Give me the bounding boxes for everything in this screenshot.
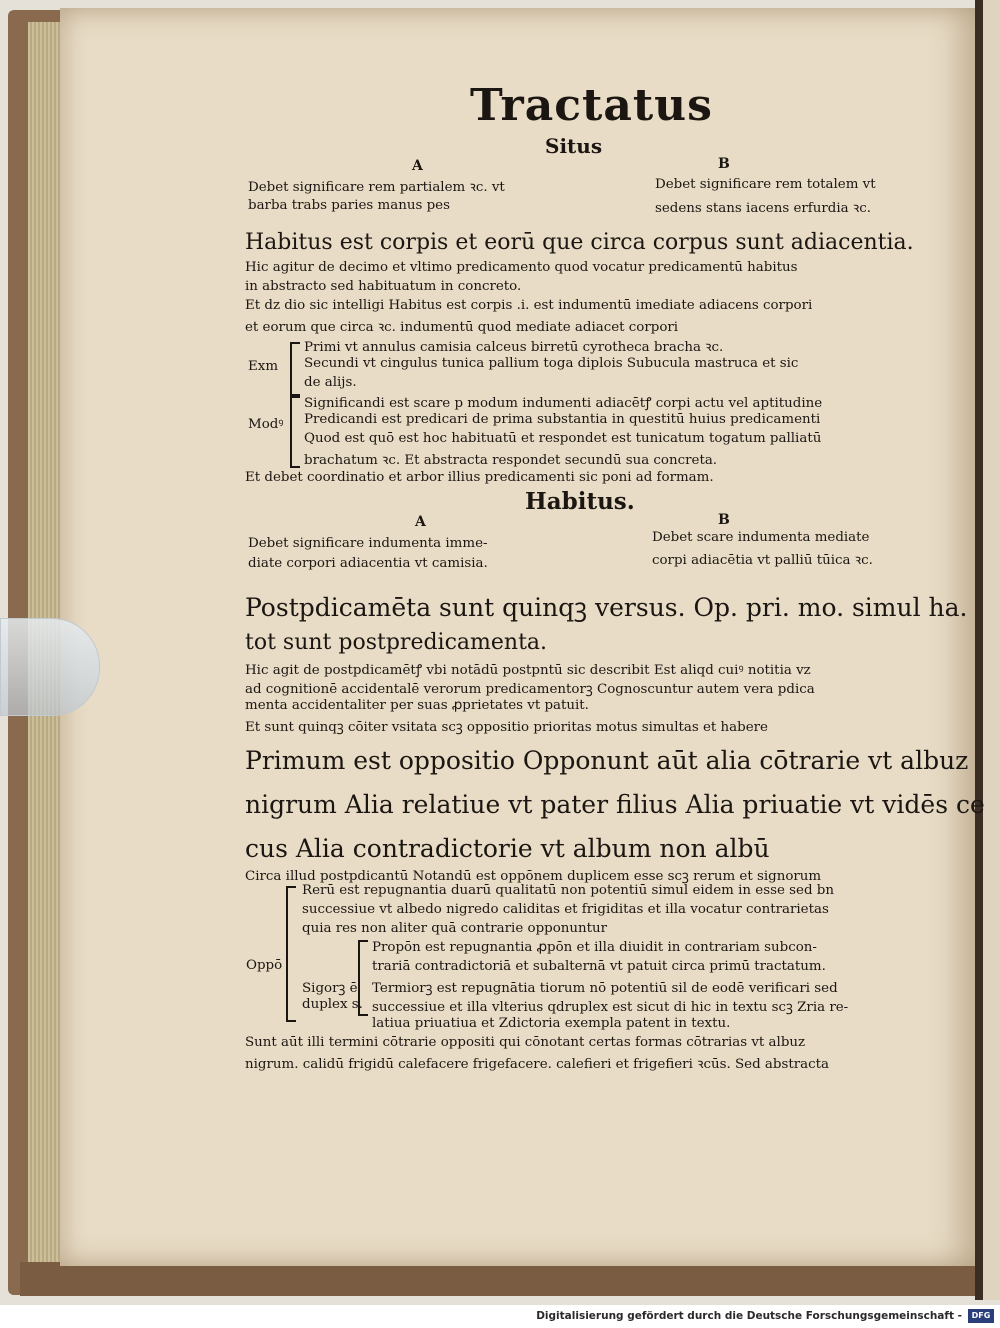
duplex-label: duplex s. bbox=[302, 997, 363, 1012]
situs-col-b-line: sedens stans iacens erfurdia ꝛc. bbox=[655, 201, 871, 216]
situs-col-a-line: barba trabs paries manus pes bbox=[248, 198, 450, 213]
text-line: Hic agit de postpdicamētꝭ vbi notādū postpntū sic describit Est aliqd cuiꝰ notitia vz bbox=[245, 663, 811, 678]
habitus-col-b-line: corpi adiacētia vt palliū tūica ꝛc. bbox=[652, 553, 873, 568]
exemplum-label: Exm bbox=[248, 359, 279, 374]
oppositio-label: Oppō bbox=[246, 958, 283, 973]
primum-line: Primum est oppositio Opponunt aūt alia cōtrarie vt albuz bbox=[245, 746, 969, 775]
text-line: Sunt aūt illi termini cōtrarie oppositi qui cōnotant certas formas cōtrarias vt albuz bbox=[245, 1035, 806, 1050]
funding-credit: Digitalisierung gefördert durch die Deutsche Forschungsgemeinschaft - bbox=[536, 1310, 962, 1322]
text-line: Hic agitur de decimo et vltimo predicamento quod vocatur predicamentū habitus bbox=[245, 260, 798, 275]
text-line: Secundi vt cingulus tunica pallium toga diplois Subucula mastruca et sic bbox=[304, 356, 799, 371]
bracket bbox=[286, 886, 296, 1022]
primum-line: nigrum Alia relatiue vt pater filius Alia priuatie vt vidēs ce bbox=[245, 790, 985, 819]
postpraedicamenta-heading: tot sunt postpredicamenta. bbox=[245, 630, 548, 655]
text-line: Et debet coordinatio et arbor illius predicamenti sic poni ad formam. bbox=[245, 470, 714, 485]
text-line: nigrum. calidū frigidū calefacere frigefacere. calefieri et frigefieri ꝛcūs. Sed abstracta bbox=[245, 1057, 829, 1072]
signorum-label: Sigorꝫ ē bbox=[302, 981, 358, 996]
text-line: Et dz dio sic intelligi Habitus est corpis .i. est indumentū imediate adiacens corpori bbox=[245, 298, 813, 313]
dfg-logo: DFG bbox=[968, 1309, 994, 1323]
text-line: quia res non aliter quā contrarie opponuntur bbox=[302, 921, 608, 936]
text-line: et eorum que circa ꝛc. indumentū quod mediate adiacet corpori bbox=[245, 320, 679, 335]
text-line: brachatum ꝛc. Et abstracta respondet secundū sua concreta. bbox=[304, 453, 718, 468]
text-line: Quod est quō est hoc habituatū et respondet est tunicatum togatum palliatū bbox=[304, 431, 822, 446]
habitus-col-b-marker: B bbox=[718, 512, 730, 528]
habitus-col-b-line: Debet scare indumenta mediate bbox=[652, 530, 870, 545]
habitus-col-a-line: diate corpori adiacentia vt camisia. bbox=[248, 556, 488, 571]
primum-line: cus Alia contradictorie vt album non albū bbox=[245, 834, 770, 863]
text-line: Circa illud postpdicantū Notandū est oppōnem duplicem esse scꝫ rerum et signorum bbox=[245, 869, 822, 884]
book-cover-bottom bbox=[20, 1262, 995, 1296]
footer-bar bbox=[0, 1305, 1000, 1328]
situs-col-a-line: Debet significare rem partialem ꝛc. vt bbox=[248, 180, 505, 195]
habitus-heading: Habitus est corpis et eorū que circa corpus sunt adiacentia. bbox=[245, 230, 914, 255]
text-line: successiue vt albedo nigredo caliditas et frigiditas et illa vocatur contrarietas bbox=[302, 902, 829, 917]
text-line: de alijs. bbox=[304, 375, 357, 390]
text-line: Significandi est scare p modum indumenti adiacētꝭ corpi actu vel aptitudine bbox=[304, 396, 823, 411]
text-line: Primi vt annulus camisia calceus birretū cyrotheca bracha ꝛc. bbox=[304, 340, 724, 355]
situs-col-b-line: Debet significare rem totalem vt bbox=[655, 177, 876, 192]
text-line: Rerū est repugnantia duarū qualitatū non potentiū simul eidem in esse sed bn bbox=[302, 883, 834, 898]
habitus-col-a-marker: A bbox=[415, 514, 426, 530]
situs-col-a-marker: A bbox=[412, 158, 423, 174]
facing-page-edge bbox=[975, 0, 1000, 1300]
modus-label: Modꝰ bbox=[248, 417, 284, 432]
bracket bbox=[290, 342, 300, 396]
text-line: latiua priuatiua et Zdictoria exempla patent in textu. bbox=[372, 1016, 731, 1031]
page-title: Tractatus bbox=[470, 80, 713, 131]
text-line: successiue et illa vlterius qdruplex est sicut di hic in textu scꝫ Zria re- bbox=[372, 1000, 849, 1015]
situs-col-b-marker: B bbox=[718, 156, 730, 172]
glass-page-clip bbox=[0, 618, 100, 716]
habitus-tree-heading: Habitus. bbox=[525, 488, 635, 515]
text-line: Predicandi est predicari de prima substantia in questitū huius predicamenti bbox=[304, 412, 821, 427]
bracket bbox=[290, 396, 300, 468]
text-line: trariā contradictoriā et subalternā vt patuit circa primū tractatum. bbox=[372, 959, 826, 974]
text-line: Termiorꝫ est repugnātia tiorum nō potentiū sil de eodē verificari sed bbox=[372, 981, 838, 996]
section-subtitle: Situs bbox=[545, 134, 603, 158]
text-line: ad cognitionē accidentalē verorum predicamentorꝫ Cognoscuntur autem vera pdica bbox=[245, 682, 815, 697]
text-line: Propōn est repugnantia ꝓpōn et illa diuidit in contrariam subcon- bbox=[372, 940, 817, 955]
habitus-col-a-line: Debet significare indumenta imme- bbox=[248, 536, 488, 551]
postpraedicamenta-heading: Postpdicamēta sunt quinqꝫ versus. Op. pri. mo. simul ha. bbox=[245, 593, 968, 622]
text-line: menta accidentaliter per suas ꝓprietates vt patuit. bbox=[245, 698, 589, 713]
text-line: Et sunt quinqꝫ cōiter vsitata scꝫ oppositio prioritas motus simultas et habere bbox=[245, 720, 768, 735]
text-line: in abstracto sed habituatum in concreto. bbox=[245, 279, 522, 294]
